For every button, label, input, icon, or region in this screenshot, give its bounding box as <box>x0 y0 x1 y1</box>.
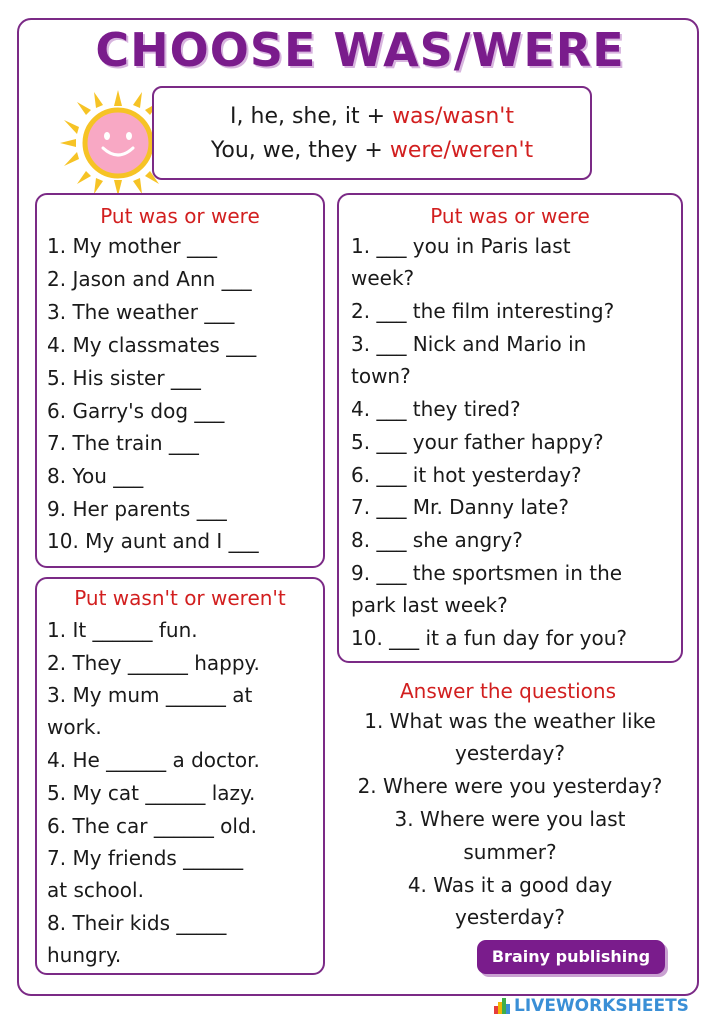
exercise-item: 6. The car ______ old. <box>47 814 258 838</box>
exercise-item: 10. My aunt and I ___ <box>47 529 259 553</box>
exercise-item: 8. ___ she angry? <box>351 528 523 552</box>
exercise-item: 2. ___ the film interesting? <box>351 299 615 323</box>
exercise-item: 6. Garry's dog ___ <box>47 399 225 423</box>
rule-verb-plural: were/weren't <box>389 138 534 163</box>
exercise-item: work. <box>47 715 102 739</box>
exercise-item: 5. His sister ___ <box>47 366 201 390</box>
exercise-title: Put wasn't or weren't <box>74 586 286 610</box>
exercise-item: 8. Their kids _____ <box>47 911 227 935</box>
rule-line-plural <box>154 136 590 166</box>
question-line: 1. What was the weather like <box>364 709 656 733</box>
page-title: CHOOSE WAS/WERE <box>95 23 625 77</box>
exercise-was-were-left <box>35 193 325 568</box>
publisher-badge: Brainy publishing <box>477 940 665 974</box>
question-line: yesterday? <box>455 741 565 765</box>
exercise-item: 3. My mum ______ at <box>47 683 253 707</box>
exercise-title: Put was or were <box>430 204 590 228</box>
exercise-title: Put was or were <box>100 204 260 228</box>
question-line: summer? <box>463 840 557 864</box>
exercise-item: 6. ___ it hot yesterday? <box>351 463 582 487</box>
exercise-item: 10. ___ it a fun day for you? <box>351 626 628 650</box>
exercise-item: hungry. <box>47 943 122 967</box>
exercise-item: 7. ___ Mr. Danny late? <box>351 495 569 519</box>
exercise-item: 4. My classmates ___ <box>47 333 257 357</box>
exercise-item: 5. My cat ______ lazy. <box>47 781 256 805</box>
watermark[interactable]: LIVEWORKSHEETS <box>514 996 689 1016</box>
rule-subjects-singular: I, he, she, it + <box>230 104 393 129</box>
exercise-item: week? <box>351 266 415 290</box>
liveworksheets-logo-icon <box>494 998 510 1014</box>
question-line: yesterday? <box>455 905 565 929</box>
exercise-item: 2. Jason and Ann ___ <box>47 267 252 291</box>
exercise-item: at school. <box>47 878 144 902</box>
exercise-item: 1. ___ you in Paris last <box>351 234 571 258</box>
exercise-item: 4. ___ they tired? <box>351 397 521 421</box>
rule-verb-singular: was/wasn't <box>392 104 514 129</box>
question-line: 2. Where were you yesterday? <box>357 774 663 798</box>
exercise-item: 9. Her parents ___ <box>47 497 227 521</box>
exercise-wasnt-werent <box>35 577 325 975</box>
exercise-item: 2. They ______ happy. <box>47 651 260 675</box>
question-line: 4. Was it a good day <box>407 873 613 897</box>
grammar-rule-box <box>152 86 592 180</box>
answer-section-title: Answer the questions <box>399 679 617 703</box>
exercise-item: 8. You ___ <box>47 464 144 488</box>
exercise-item: 7. My friends ______ <box>47 846 244 870</box>
exercise-was-were-questions <box>337 193 683 663</box>
exercise-item: 1. It ______ fun. <box>47 618 198 642</box>
exercise-item: 7. The train ___ <box>47 431 199 455</box>
exercise-item: park last week? <box>351 593 508 617</box>
exercise-item: 4. He ______ a doctor. <box>47 748 260 772</box>
exercise-item: 3. The weather ___ <box>47 300 235 324</box>
exercise-item: 5. ___ your father happy? <box>351 430 604 454</box>
exercise-item: 3. ___ Nick and Mario in <box>351 332 587 356</box>
exercise-item: town? <box>351 364 411 388</box>
exercise-item: 1. My mother ___ <box>47 234 218 258</box>
rule-subjects-plural: You, we, they + <box>210 138 390 163</box>
exercise-item: 9. ___ the sportsmen in the <box>351 561 623 585</box>
rule-line-singular <box>154 102 590 132</box>
question-line: 3. Where were you last <box>394 807 626 831</box>
